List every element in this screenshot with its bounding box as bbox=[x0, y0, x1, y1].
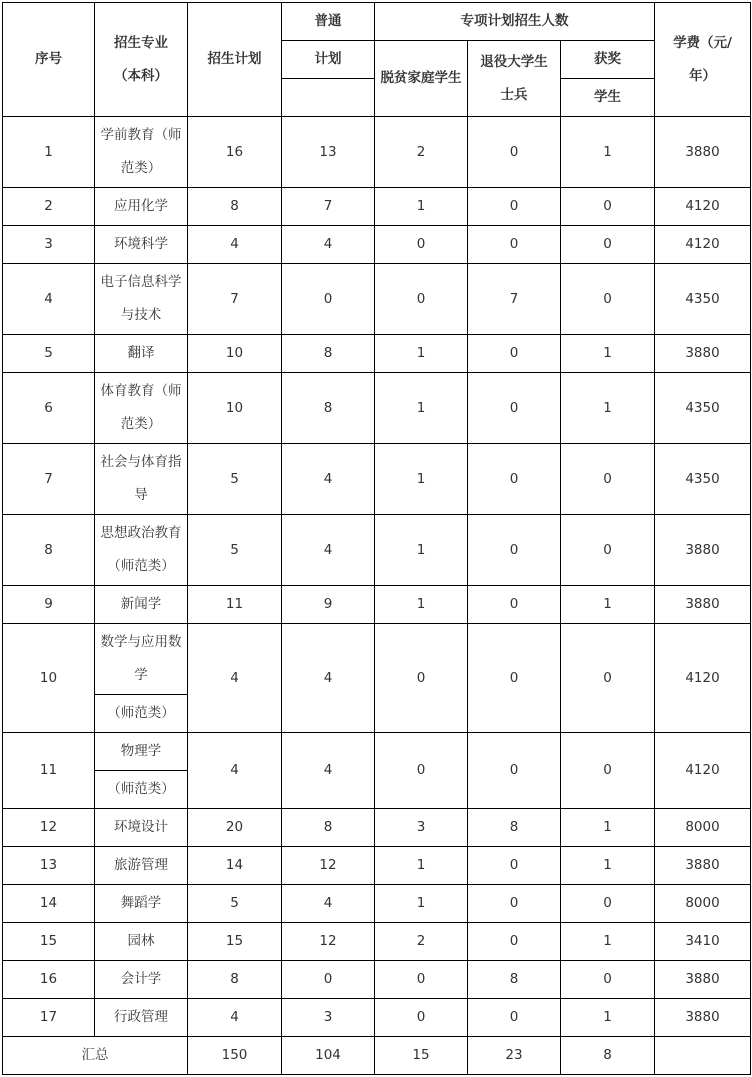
total-fee bbox=[655, 1037, 751, 1075]
cell-award: 1 bbox=[561, 809, 655, 847]
cell-poverty: 2 bbox=[375, 923, 468, 961]
cell-poverty: 0 bbox=[375, 999, 468, 1037]
cell-no: 9 bbox=[3, 586, 95, 624]
cell-veteran: 7 bbox=[468, 264, 561, 335]
cell-no: 8 bbox=[3, 515, 95, 586]
cell-plan: 14 bbox=[188, 847, 282, 885]
table-row bbox=[3, 961, 751, 999]
cell-veteran: 0 bbox=[468, 923, 561, 961]
total-veteran: 23 bbox=[468, 1037, 561, 1075]
cell-no: 15 bbox=[3, 923, 95, 961]
cell-award: 0 bbox=[561, 733, 655, 809]
cell-plan: 15 bbox=[188, 923, 282, 961]
table-row bbox=[3, 885, 751, 923]
cell-no: 14 bbox=[3, 885, 95, 923]
cell-fee: 3880 bbox=[655, 586, 751, 624]
cell-award: 1 bbox=[561, 923, 655, 961]
cell-no: 16 bbox=[3, 961, 95, 999]
cell-regular: 0 bbox=[282, 264, 375, 335]
cell-award: 1 bbox=[561, 586, 655, 624]
header-plan: 招生计划 bbox=[188, 3, 282, 117]
cell-plan: 4 bbox=[188, 226, 282, 264]
cell-veteran: 0 bbox=[468, 624, 561, 733]
cell-major: 会计学 bbox=[95, 961, 188, 999]
cell-major: 舞蹈学 bbox=[95, 885, 188, 923]
cell-plan: 10 bbox=[188, 373, 282, 444]
cell-plan: 4 bbox=[188, 999, 282, 1037]
cell-regular: 7 bbox=[282, 188, 375, 226]
cell-award: 1 bbox=[561, 847, 655, 885]
cell-fee: 4120 bbox=[655, 733, 751, 809]
cell-veteran: 8 bbox=[468, 809, 561, 847]
cell-veteran: 0 bbox=[468, 373, 561, 444]
cell-veteran: 0 bbox=[468, 733, 561, 809]
cell-fee: 8000 bbox=[655, 809, 751, 847]
table-row bbox=[3, 515, 751, 586]
cell-no: 7 bbox=[3, 444, 95, 515]
cell-regular: 0 bbox=[282, 961, 375, 999]
header-regular-blank bbox=[282, 79, 375, 117]
cell-fee: 8000 bbox=[655, 885, 751, 923]
cell-regular: 13 bbox=[282, 117, 375, 188]
cell-no: 17 bbox=[3, 999, 95, 1037]
cell-regular: 4 bbox=[282, 733, 375, 809]
enrollment-table bbox=[2, 2, 751, 1075]
cell-poverty: 1 bbox=[375, 515, 468, 586]
cell-award: 0 bbox=[561, 444, 655, 515]
header-veteran-line1: 退役大学生 bbox=[480, 53, 548, 70]
cell-poverty: 0 bbox=[375, 624, 468, 733]
cell-veteran: 0 bbox=[468, 999, 561, 1037]
cell-plan: 4 bbox=[188, 733, 282, 809]
cell-veteran: 0 bbox=[468, 188, 561, 226]
cell-plan: 5 bbox=[188, 885, 282, 923]
cell-award: 0 bbox=[561, 515, 655, 586]
header-major bbox=[95, 3, 188, 117]
cell-major: 环境设计 bbox=[95, 809, 188, 847]
cell-fee: 3880 bbox=[655, 847, 751, 885]
table-row bbox=[3, 999, 751, 1037]
cell-plan: 5 bbox=[188, 515, 282, 586]
header-fee-line2: 年） bbox=[689, 67, 717, 84]
cell-plan: 10 bbox=[188, 335, 282, 373]
table-row bbox=[3, 586, 751, 624]
total-row bbox=[3, 1037, 751, 1075]
cell-regular: 12 bbox=[282, 923, 375, 961]
cell-award: 0 bbox=[561, 226, 655, 264]
cell-major: 电子信息科学与技术 bbox=[95, 264, 188, 335]
table-row bbox=[3, 624, 751, 695]
cell-veteran: 0 bbox=[468, 515, 561, 586]
cell-no: 12 bbox=[3, 809, 95, 847]
cell-no: 2 bbox=[3, 188, 95, 226]
cell-plan: 4 bbox=[188, 624, 282, 733]
header-veteran-line2: 士兵 bbox=[500, 86, 528, 103]
cell-poverty: 0 bbox=[375, 961, 468, 999]
cell-major: 思想政治教育（师范类） bbox=[95, 515, 188, 586]
cell-no: 13 bbox=[3, 847, 95, 885]
cell-poverty: 1 bbox=[375, 335, 468, 373]
cell-plan: 11 bbox=[188, 586, 282, 624]
header-seq: 序号 bbox=[3, 3, 95, 117]
table-row bbox=[3, 264, 751, 335]
header-veteran bbox=[468, 41, 561, 117]
cell-award: 1 bbox=[561, 117, 655, 188]
cell-veteran: 0 bbox=[468, 117, 561, 188]
cell-poverty: 1 bbox=[375, 188, 468, 226]
cell-regular: 4 bbox=[282, 515, 375, 586]
cell-major: 应用化学 bbox=[95, 188, 188, 226]
table-row bbox=[3, 847, 751, 885]
cell-major: 环境科学 bbox=[95, 226, 188, 264]
cell-no: 3 bbox=[3, 226, 95, 264]
cell-major: 体育教育（师范类） bbox=[95, 373, 188, 444]
cell-major: 物理学 bbox=[95, 733, 188, 771]
cell-award: 1 bbox=[561, 373, 655, 444]
cell-veteran: 0 bbox=[468, 226, 561, 264]
cell-plan: 5 bbox=[188, 444, 282, 515]
cell-regular: 12 bbox=[282, 847, 375, 885]
cell-poverty: 0 bbox=[375, 226, 468, 264]
cell-major: 行政管理 bbox=[95, 999, 188, 1037]
cell-major: 翻译 bbox=[95, 335, 188, 373]
header-regular-line1: 普通 bbox=[282, 3, 375, 41]
total-regular: 104 bbox=[282, 1037, 375, 1075]
cell-fee: 3880 bbox=[655, 335, 751, 373]
cell-fee: 4120 bbox=[655, 226, 751, 264]
cell-award: 0 bbox=[561, 264, 655, 335]
cell-fee: 4120 bbox=[655, 624, 751, 733]
total-label: 汇总 bbox=[3, 1037, 188, 1075]
cell-major: 园林 bbox=[95, 923, 188, 961]
cell-veteran: 0 bbox=[468, 586, 561, 624]
cell-regular: 4 bbox=[282, 226, 375, 264]
total-award: 8 bbox=[561, 1037, 655, 1075]
cell-fee: 3410 bbox=[655, 923, 751, 961]
cell-no: 6 bbox=[3, 373, 95, 444]
cell-veteran: 0 bbox=[468, 335, 561, 373]
table-row bbox=[3, 444, 751, 515]
cell-fee: 4350 bbox=[655, 264, 751, 335]
cell-regular: 8 bbox=[282, 335, 375, 373]
cell-major: 新闻学 bbox=[95, 586, 188, 624]
cell-fee: 3880 bbox=[655, 515, 751, 586]
cell-poverty: 0 bbox=[375, 733, 468, 809]
cell-regular: 8 bbox=[282, 373, 375, 444]
table-row bbox=[3, 809, 751, 847]
cell-fee: 3880 bbox=[655, 961, 751, 999]
header-fee-line1: 学费（元/ bbox=[673, 34, 732, 51]
cell-poverty: 1 bbox=[375, 444, 468, 515]
cell-no: 11 bbox=[3, 733, 95, 809]
cell-major-sub: （师范类） bbox=[95, 695, 188, 733]
cell-poverty: 1 bbox=[375, 373, 468, 444]
cell-plan: 8 bbox=[188, 961, 282, 999]
cell-poverty: 0 bbox=[375, 264, 468, 335]
cell-poverty: 2 bbox=[375, 117, 468, 188]
header-special-group: 专项计划招生人数 bbox=[375, 3, 655, 41]
table-row bbox=[3, 117, 751, 188]
table-row bbox=[3, 335, 751, 373]
total-plan: 150 bbox=[188, 1037, 282, 1075]
cell-major: 学前教育（师范类） bbox=[95, 117, 188, 188]
cell-plan: 20 bbox=[188, 809, 282, 847]
cell-poverty: 1 bbox=[375, 885, 468, 923]
cell-fee: 4350 bbox=[655, 373, 751, 444]
table-row bbox=[3, 733, 751, 771]
cell-plan: 8 bbox=[188, 188, 282, 226]
cell-no: 10 bbox=[3, 624, 95, 733]
cell-fee: 3880 bbox=[655, 999, 751, 1037]
header-award-line2: 学生 bbox=[561, 79, 655, 117]
cell-veteran: 0 bbox=[468, 444, 561, 515]
cell-plan: 7 bbox=[188, 264, 282, 335]
cell-veteran: 0 bbox=[468, 885, 561, 923]
cell-no: 1 bbox=[3, 117, 95, 188]
cell-major-sub: （师范类） bbox=[95, 771, 188, 809]
cell-award: 1 bbox=[561, 999, 655, 1037]
cell-regular: 4 bbox=[282, 885, 375, 923]
cell-award: 0 bbox=[561, 961, 655, 999]
cell-regular: 9 bbox=[282, 586, 375, 624]
cell-poverty: 1 bbox=[375, 847, 468, 885]
header-poverty: 脱贫家庭学生 bbox=[375, 41, 468, 117]
total-poverty: 15 bbox=[375, 1037, 468, 1075]
cell-award: 0 bbox=[561, 885, 655, 923]
cell-major: 社会与体育指导 bbox=[95, 444, 188, 515]
cell-regular: 4 bbox=[282, 624, 375, 733]
cell-major: 旅游管理 bbox=[95, 847, 188, 885]
cell-fee: 4350 bbox=[655, 444, 751, 515]
cell-award: 0 bbox=[561, 188, 655, 226]
cell-fee: 3880 bbox=[655, 117, 751, 188]
cell-fee: 4120 bbox=[655, 188, 751, 226]
cell-major: 数学与应用数学 bbox=[95, 624, 188, 695]
cell-regular: 8 bbox=[282, 809, 375, 847]
table-row bbox=[3, 226, 751, 264]
cell-veteran: 8 bbox=[468, 961, 561, 999]
header-award-line1: 获奖 bbox=[561, 41, 655, 79]
header-major-line1: 招生专业 bbox=[114, 34, 168, 51]
cell-no: 5 bbox=[3, 335, 95, 373]
cell-regular: 4 bbox=[282, 444, 375, 515]
cell-poverty: 1 bbox=[375, 586, 468, 624]
table-row bbox=[3, 373, 751, 444]
cell-veteran: 0 bbox=[468, 847, 561, 885]
header-major-line2: （本科） bbox=[114, 67, 168, 84]
cell-award: 0 bbox=[561, 624, 655, 733]
cell-award: 1 bbox=[561, 335, 655, 373]
cell-no: 4 bbox=[3, 264, 95, 335]
table-row bbox=[3, 923, 751, 961]
header-fee bbox=[655, 3, 751, 117]
table-row bbox=[3, 188, 751, 226]
cell-plan: 16 bbox=[188, 117, 282, 188]
header-regular-line2: 计划 bbox=[282, 41, 375, 79]
cell-regular: 3 bbox=[282, 999, 375, 1037]
cell-poverty: 3 bbox=[375, 809, 468, 847]
